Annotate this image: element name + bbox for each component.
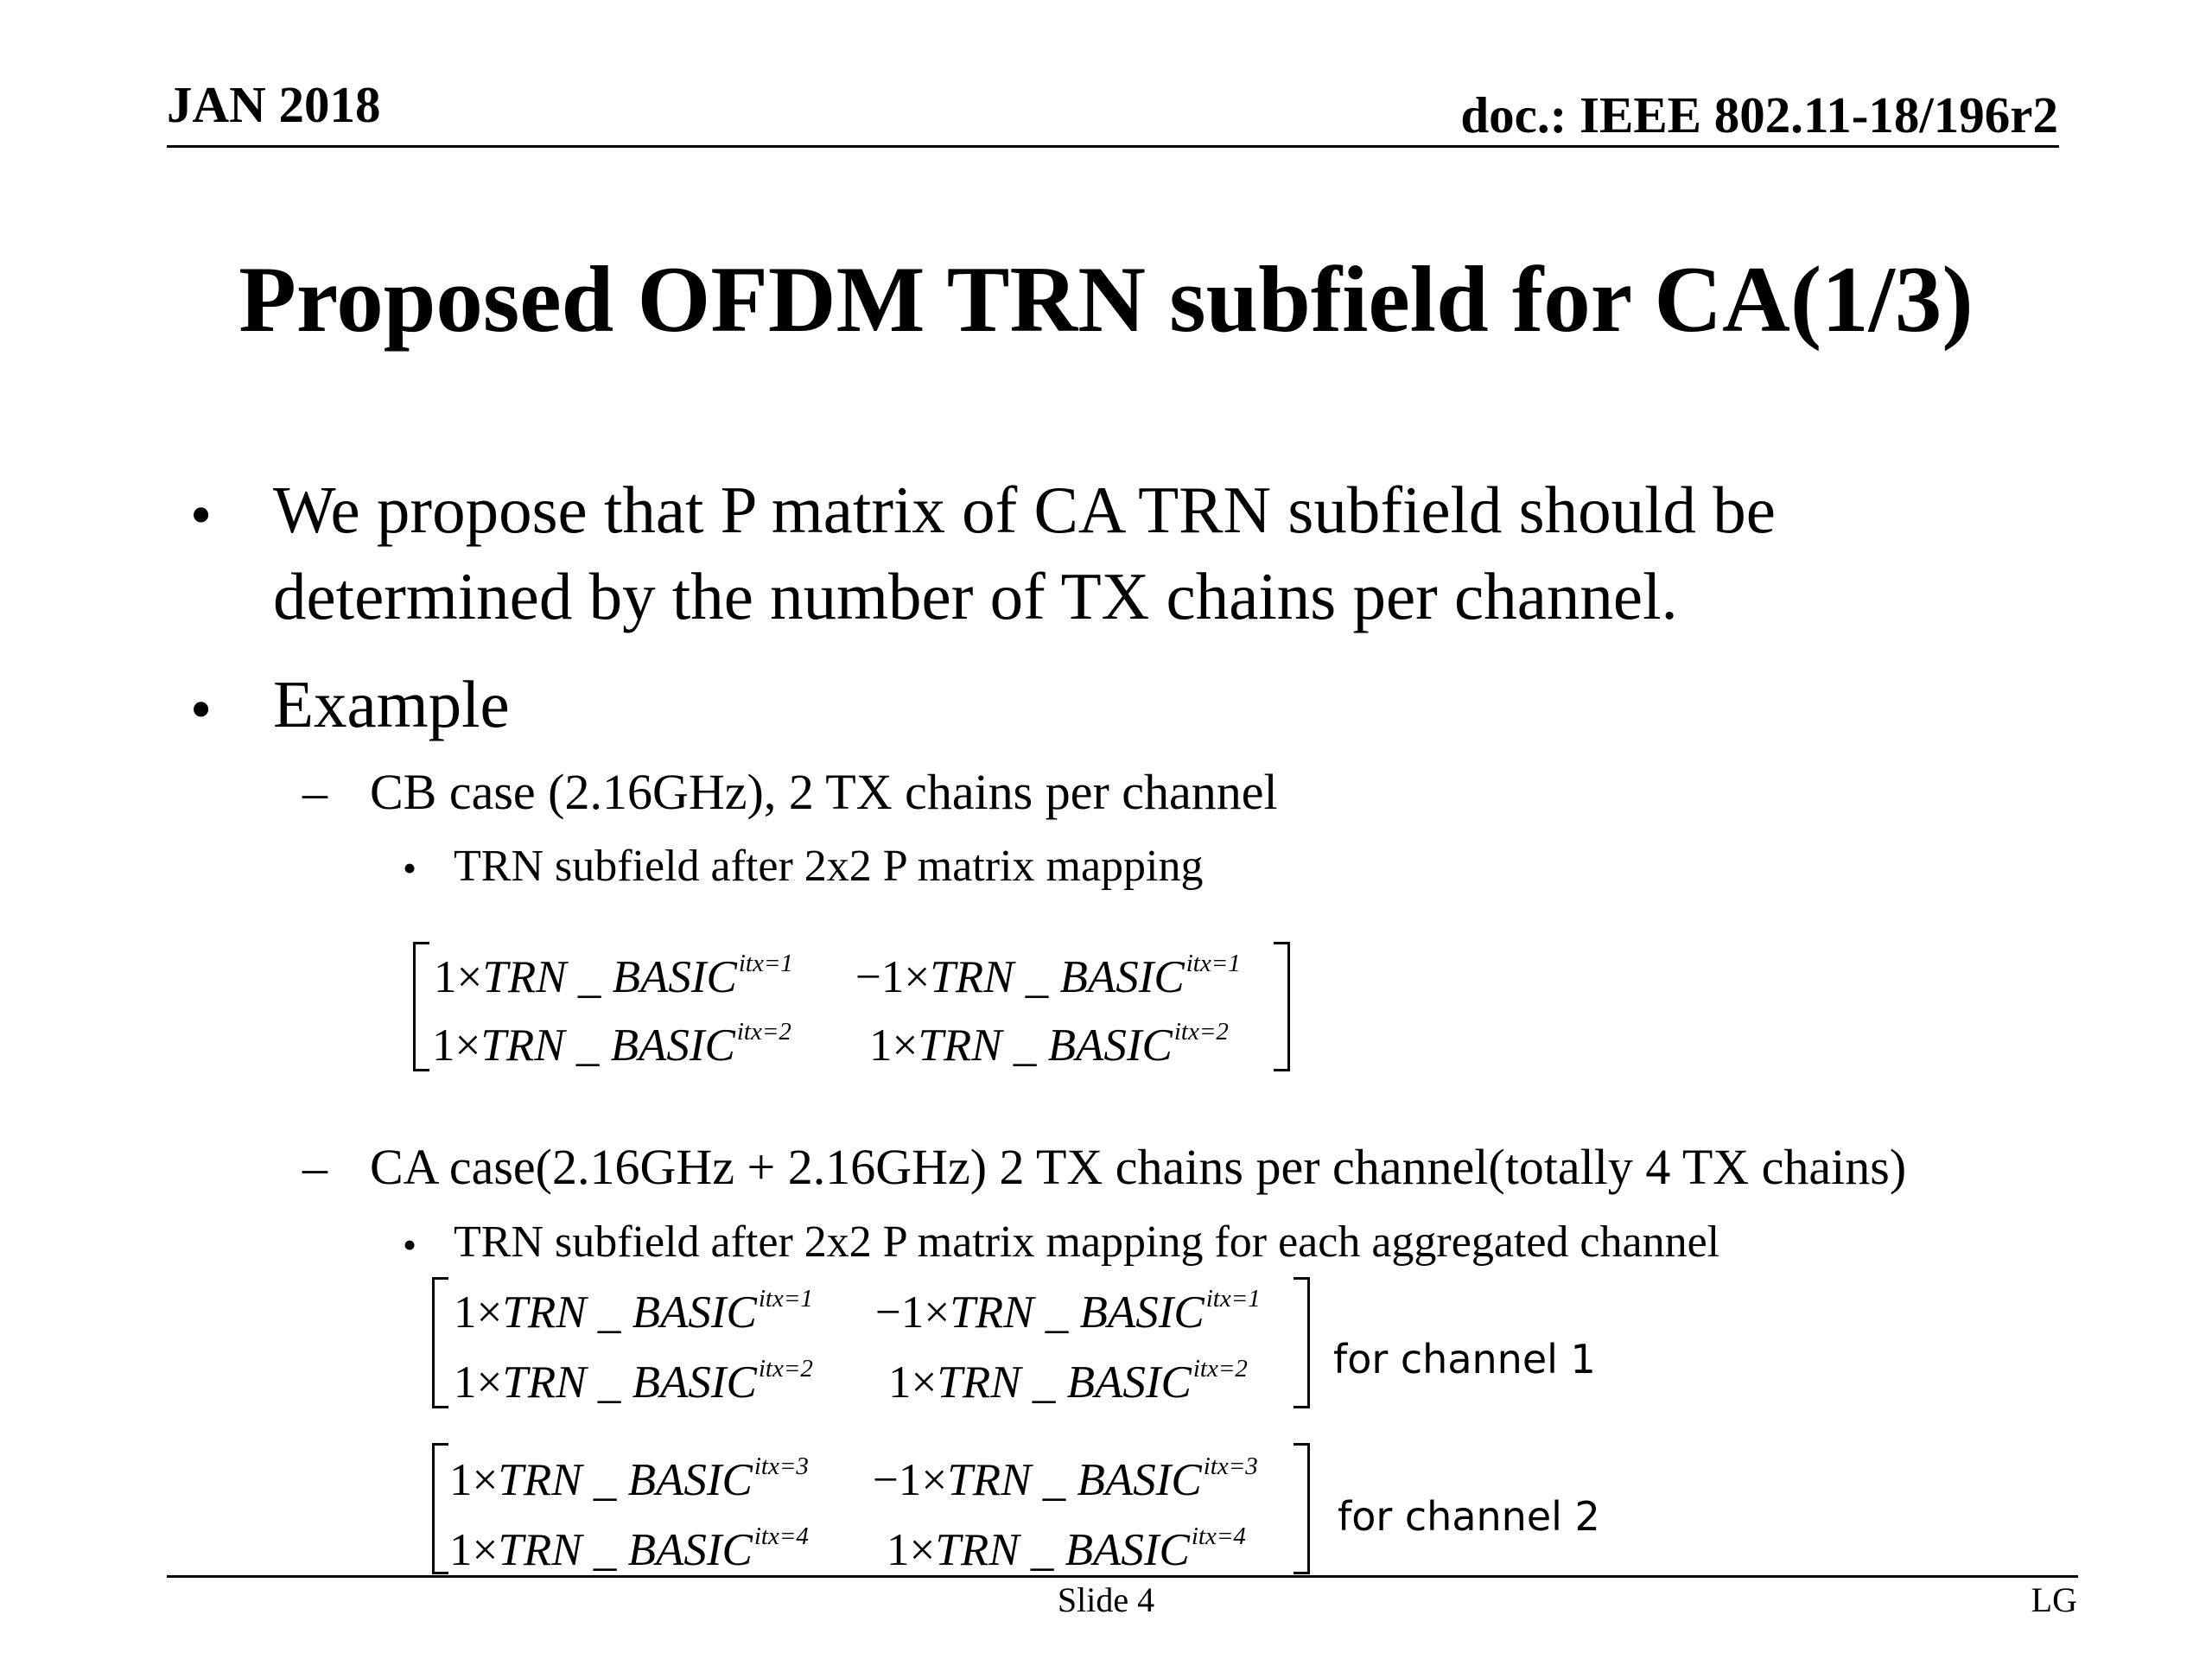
matrix-cell: 1×TRN _ $BASIC^{itx=3}$ [449, 1452, 809, 1505]
header-date: JAN 2018 [167, 76, 381, 133]
footer-company: LG [2031, 1580, 2077, 1619]
header-doc-id: doc.: IEEE 802.11-18/196r2 [1460, 86, 2058, 143]
bullet-1-line-2: determined by the number of TX chains per channel. [273, 559, 1678, 633]
channel-1-label: for channel 1 [1333, 1336, 1596, 1382]
matrix-cell: −1×TRN _ $BASIC^{itx=1}$ [855, 950, 1241, 1002]
cb-p-matrix [413, 942, 1290, 1071]
matrix-right-bracket [1294, 1277, 1310, 1408]
matrix-cell: 1×TRN _ $BASIC^{itx=4}$ [887, 1522, 1246, 1575]
matrix-cell: −1×TRN _ $BASIC^{itx=3}$ [873, 1452, 1258, 1505]
matrix-left-bracket [432, 1443, 448, 1574]
ca-p-matrix-channel-2 [432, 1443, 1310, 1574]
matrix-cell: 1×TRN _ $BASIC^{itx=2}$ [888, 1355, 1248, 1408]
slide-title: Proposed OFDM TRN subfield for CA(1/3) [238, 247, 1974, 352]
matrix-right-bracket [1274, 942, 1290, 1071]
matrix-cell: 1×TRN _ $BASIC^{itx=2}$ [454, 1355, 813, 1408]
dash-marker: – [302, 764, 327, 820]
bullet-marker: • [403, 1223, 417, 1267]
matrix-cell: 1×TRN _ $BASIC^{itx=2}$ [869, 1018, 1229, 1071]
matrix-cell: 1×TRN _ $BASIC^{itx=4}$ [449, 1522, 809, 1575]
bullet-marker: • [190, 480, 213, 550]
dash-marker: – [302, 1139, 327, 1195]
matrix-left-bracket [413, 942, 429, 1071]
bullet-2: Example [273, 667, 510, 741]
ca-case-heading: CA case(2.16GHz + 2.16GHz) 2 TX chains per channel(totally 4 TX chains) [370, 1139, 1907, 1195]
cb-case-sub: TRN subfield after 2x2 P matrix mapping [454, 842, 1204, 891]
matrix-right-bracket [1294, 1443, 1310, 1574]
header-divider [167, 145, 2059, 148]
matrix-cell: 1×TRN _ $BASIC^{itx=2}$ [432, 1018, 791, 1071]
footer-divider [167, 1575, 2078, 1578]
bullet-marker: • [403, 846, 417, 890]
matrix-left-bracket [432, 1277, 448, 1408]
channel-2-label: for channel 2 [1338, 1493, 1600, 1540]
ca-p-matrix-channel-1 [432, 1277, 1310, 1408]
ca-case-sub: TRN subfield after 2x2 P matrix mapping for each aggregated channel [454, 1217, 1720, 1267]
matrix-cell: 1×TRN _ $BASIC^{itx=1}$ [434, 950, 793, 1002]
cb-case-heading: CB case (2.16GHz), 2 TX chains per channel [370, 764, 1278, 820]
matrix-cell: 1×TRN _ $BASIC^{itx=1}$ [454, 1285, 813, 1338]
slide-number: Slide 4 [1057, 1580, 1155, 1619]
bullet-marker: • [190, 675, 213, 744]
bullet-1-line-1: We propose that P matrix of CA TRN subfield should be [273, 473, 1776, 547]
matrix-cell: −1×TRN _ $BASIC^{itx=1}$ [875, 1285, 1261, 1338]
